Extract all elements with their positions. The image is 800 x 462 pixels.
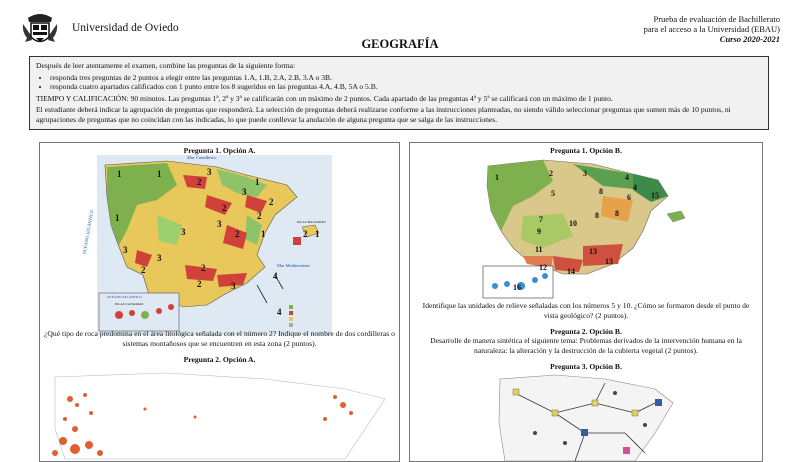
instructions-note: El estudiante deberá indicar la agrupación de preguntas que responderá. La selección de preguntas deberá realizarse conforme a las instrucciones planteadas, no siendo válido seleccionar preguntas que sumen más de 10 puntos, ni agrupaciones de preguntas que no coincidan con las indicadas, lo que puede conllevar la anulación de alguna pregunta que se salga de las instrucciones. xyxy=(36,105,731,124)
map-number: 2 xyxy=(235,229,240,239)
question-2a-title: Pregunta 2. Opción A. xyxy=(183,355,256,364)
question-1a-title: Pregunta 1. Opción A. xyxy=(183,146,256,155)
map-number: 2 xyxy=(197,177,202,187)
instructions-intro: Después de leer atentamente el examen, combine las preguntas de la siguiente forma: xyxy=(36,61,296,70)
map-number: 4 xyxy=(625,173,629,182)
map-number: 2 xyxy=(201,263,206,273)
left-question-column xyxy=(39,142,400,462)
lithology-map xyxy=(81,155,332,335)
map-number: 5 xyxy=(551,189,555,198)
map-number: 2 xyxy=(141,265,146,275)
map-number: 3 xyxy=(157,253,162,263)
map-number: 4 xyxy=(277,307,282,317)
exam-line-2: para el acceso a la Universidad (EBAU) xyxy=(643,24,780,34)
relief-units-map xyxy=(483,156,698,301)
map-number: 8 xyxy=(595,211,599,220)
map-number: 1 xyxy=(315,229,320,239)
right-question-column xyxy=(409,142,763,462)
map-number: 1 xyxy=(261,229,266,239)
map-number: 3 xyxy=(583,169,587,178)
question-1b-text: Identifique las unidades de relieve señaladas con los números 5 y 10. ¿Cómo se formaron desde el punto de vista geológico? (2 puntos). xyxy=(422,301,750,320)
question-3b-title: Pregunta 3. Opción B. xyxy=(550,362,622,371)
map-number: 11 xyxy=(535,245,543,254)
map-number: 8 xyxy=(599,187,603,196)
map-label: ISLAS BALEARES xyxy=(297,220,326,224)
map-number: 1 xyxy=(495,173,499,182)
map-number: 15 xyxy=(651,191,659,200)
map-number: 2 xyxy=(303,229,308,239)
course-year: Curso 2020-2021 xyxy=(719,34,780,44)
question-2b-title: Pregunta 2. Opción B. xyxy=(550,327,622,336)
map-number: 3 xyxy=(181,227,186,237)
instructions-list xyxy=(50,73,762,92)
map-number: 6 xyxy=(627,193,631,202)
instructions-bullet: • responda tres preguntas de 2 puntos a elegir entre las preguntas 1.A, 1.B, 2.A, 2.B, 3.A o 3B. xyxy=(50,73,762,83)
map-number: 3 xyxy=(123,245,128,255)
map-number: 1 xyxy=(255,177,260,187)
map-label: ISLAS CANARIAS xyxy=(115,302,144,306)
map-number: 2 xyxy=(549,169,553,178)
map-number: 1 xyxy=(117,169,122,179)
instructions-timing: TIEMPO Y CALIFICACIÓN: 90 minutos. Las preguntas 1ª, 2ª y 3ª se calificarán con un máximo de 2 puntos. Cada apartado de las preguntas 4ª y 5ª se calificará con un máximo de 1 punto. xyxy=(36,93,613,103)
map-label: Mar Mediterráneo xyxy=(277,263,310,268)
page-title: GEOGRAFÍA xyxy=(361,37,439,51)
question-1a-text: ¿Qué tipo de roca predomina en el área litológica señalada con el número 2? Indique el nombre de dos cordilleras o sistemas montañosos que se encuentren en esta zona (2 puntos). xyxy=(44,329,395,348)
instructions-box xyxy=(29,56,769,130)
map-number: 10 xyxy=(569,219,577,228)
exam-line-1: Prueba de evaluación de Bachillerato xyxy=(653,14,780,24)
question-1b-title: Pregunta 1. Opción B. xyxy=(550,146,622,155)
map-number: 3 xyxy=(242,187,247,197)
map-number: 7 xyxy=(539,215,543,224)
map-number: 13 xyxy=(605,257,613,266)
map-label: OCÉANO ATLÁNTICO xyxy=(81,209,95,255)
map-number: 9 xyxy=(537,227,541,236)
map-number: 8 xyxy=(615,209,619,218)
map-number: 14 xyxy=(567,267,575,276)
instructions-bullet: • responda cuatro apartados calificados con 1 punto entre los 8 sugeridos en las preguntas 4.A, 4.B, 5A o 5.B. xyxy=(50,82,762,92)
map-number: 4 xyxy=(633,183,637,192)
map-number: 2 xyxy=(257,211,262,221)
map-number: 4 xyxy=(273,271,278,281)
question-2b-text: Desarrolle de manera sintética el siguiente tema: Problemas derivados de la intervención humana en la naturaleza: la alteración y la destrucción de la cubierta vegetal (2 puntos). xyxy=(430,336,742,355)
map-label: Mar Cantábrico xyxy=(187,155,217,160)
map-number: 12 xyxy=(539,263,547,272)
map-number: 3 xyxy=(217,219,222,229)
map-number: 3 xyxy=(207,167,212,177)
map-number: 16 xyxy=(513,283,521,292)
map-number: 1 xyxy=(157,169,162,179)
map-number: 2 xyxy=(222,203,227,213)
exam-header xyxy=(560,14,780,44)
distribution-map xyxy=(45,369,390,459)
map-number: 1 xyxy=(115,213,120,223)
network-map xyxy=(495,373,675,461)
map-number: 2 xyxy=(197,279,202,289)
map-number: 3 xyxy=(231,281,236,291)
university-name: Universidad de Oviedo xyxy=(72,22,179,34)
map-label: OCÉANO ATLÁNTICO xyxy=(107,295,142,299)
map-number: 2 xyxy=(269,197,274,207)
map-number: 13 xyxy=(589,247,597,256)
